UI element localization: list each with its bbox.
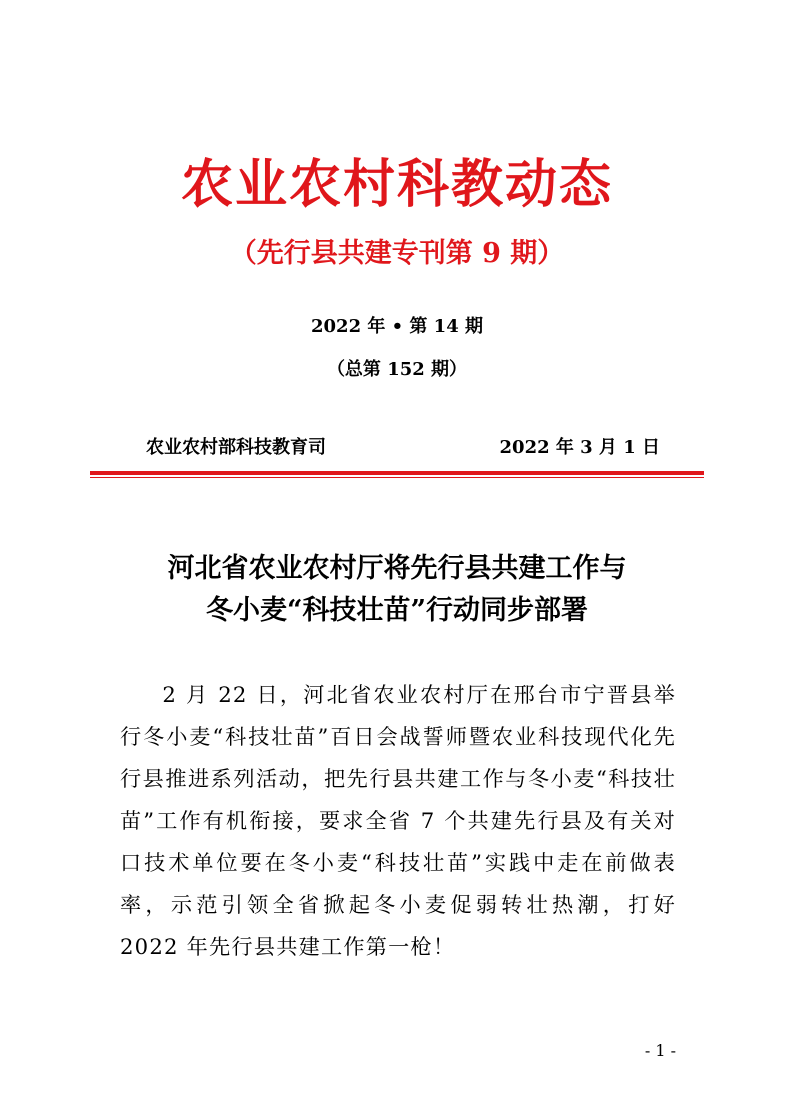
masthead-title: 农业农村科教动态: [180, 154, 613, 215]
article-title: [0, 548, 794, 632]
publication-date: 2022 年 3 月 1 日: [499, 437, 660, 458]
department-name: 农业农村部科技教育司: [146, 437, 326, 458]
header-divider-thick: [90, 471, 704, 475]
article-title-line-1: 河北省农业农村厅将先行县共建工作与: [167, 553, 627, 584]
masthead-subtitle: （先行县共建专刊第 9 期）: [229, 238, 565, 269]
page-number: - 1 -: [644, 1041, 676, 1060]
article-paragraph: 2 月 22 日，河北省农业农村厅在邢台市宁晋县举行冬小麦“科技壮苗”百日会战誓师暨农业科技现代化先行县推进系列活动，把先行县共建工作与冬小麦“科技壮苗”工作有机衔接，要求全省 7 个共建先行县及有关对口技术单位要在冬小麦“科技壮苗”实践中走在前做表率，示范引领全省掀起冬小麦促弱转壮热潮，打好 2022 年先行县共建工作第一枪！: [120, 682, 676, 959]
header-divider-thin: [90, 477, 704, 478]
article-title-line-2: 冬小麦“科技壮苗”行动同步部署: [205, 595, 589, 626]
issue-total: （总第 152 期）: [326, 359, 468, 380]
issue-number: 2022 年 • 第 14 期: [311, 316, 483, 337]
